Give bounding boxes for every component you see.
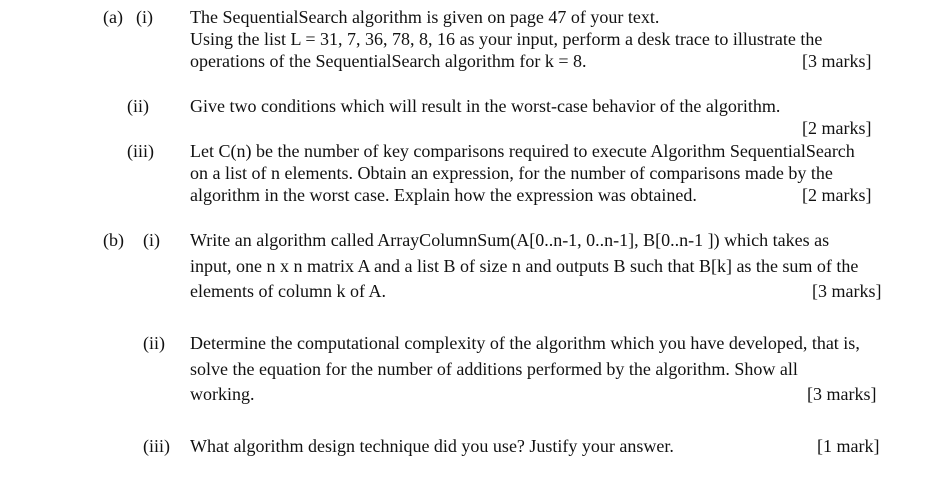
question-b-ii-line-2: solve the equation for the number of additions performed by the algorithm. Show all	[190, 359, 798, 379]
question-b-i-line-1: Write an algorithm called ArrayColumnSum(A[0..n-1, 0..n-1], B[0..n-1 ]) which takes as	[190, 230, 830, 250]
question-a-ii-line-1: Give two conditions which will result in the worst-case behavior of the algorithm.	[190, 96, 781, 116]
question-a-i-line-1: The SequentialSearch algorithm is given on page 47 of your text.	[190, 7, 660, 27]
question-a-i-marks: [3 marks]	[802, 51, 872, 71]
question-b-iii-marks: [1 mark]	[817, 436, 880, 456]
question-b-ii-marks: [3 marks]	[807, 384, 877, 404]
question-b-ii-label: (ii)	[143, 333, 165, 353]
question-a-i-label: (i)	[136, 7, 153, 27]
question-a-iii-label: (iii)	[127, 141, 154, 161]
question-a-iii-line-1: Let C(n) be the number of key comparisons required to execute Algorithm SequentialSearch	[190, 141, 855, 161]
question-a-ii-label: (ii)	[127, 96, 149, 116]
question-b-ii-line-3: working.	[190, 384, 255, 404]
question-b-i-label: (i)	[143, 230, 160, 250]
question-b-i-line-3: elements of column k of A.	[190, 281, 386, 301]
question-b-ii-line-1: Determine the computational complexity of the algorithm which you have developed, that is,	[190, 333, 860, 353]
question-a-iii-marks: [2 marks]	[802, 185, 872, 205]
question-a-iii-line-2: on a list of n elements. Obtain an expression, for the number of comparisons made by the	[190, 163, 833, 183]
question-b-i-line-2: input, one n x n matrix A and a list B of size n and outputs B such that B[k] as the sum of the	[190, 256, 859, 276]
question-b-iii-line-1: What algorithm design technique did you use? Justify your answer.	[190, 436, 674, 456]
question-b-iii-label: (iii)	[143, 436, 170, 456]
question-a-ii-marks: [2 marks]	[802, 118, 872, 138]
part-b-label: (b)	[103, 230, 124, 250]
question-b-i-marks: [3 marks]	[812, 281, 882, 301]
question-a-iii-line-3: algorithm in the worst case. Explain how the expression was obtained.	[190, 185, 697, 205]
question-a-i-line-2: Using the list L = 31, 7, 36, 78, 8, 16 as your input, perform a desk trace to illustrate the	[190, 29, 823, 49]
part-a-label: (a)	[103, 7, 123, 27]
question-a-i-line-3: operations of the SequentialSearch algorithm for k = 8.	[190, 51, 587, 71]
